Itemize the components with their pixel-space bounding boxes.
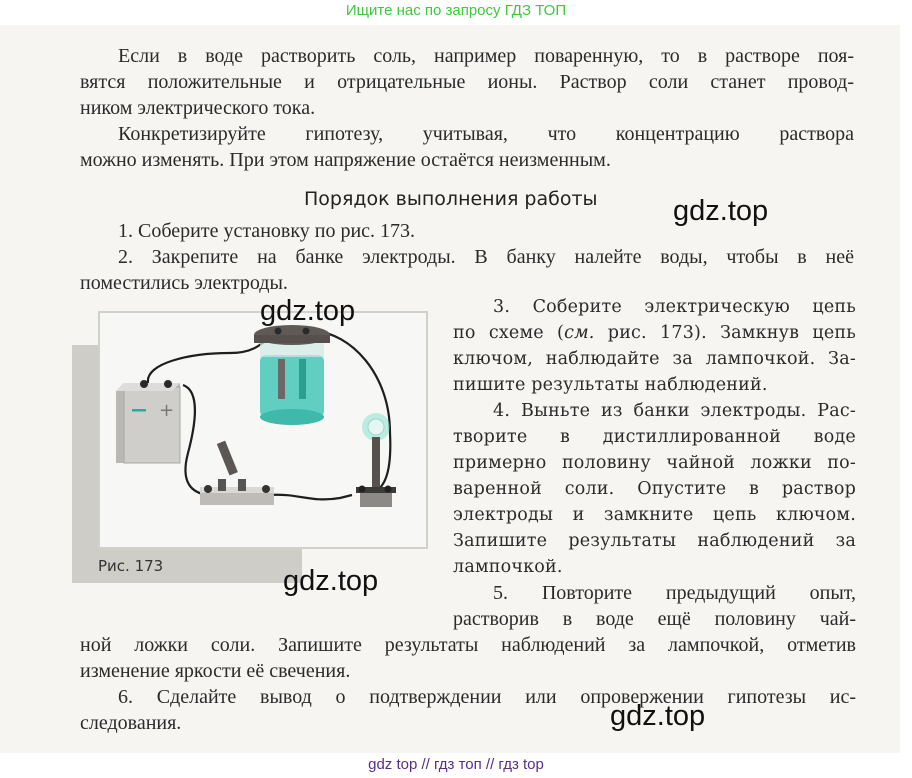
step-5-line: 5. Повторите предыдущий опыт, <box>493 582 856 604</box>
step-1: 1. Соберите установку по рис. 173. <box>118 220 416 242</box>
top-banner: Ищите нас по запросу ГДЗ ТОП <box>345 2 567 19</box>
circuit-illustration <box>100 313 426 547</box>
figure-173 <box>98 311 428 549</box>
step-2-line: 2. Закрепите на банке электроды. В банку налейте воды, чтобы в неё <box>118 246 854 268</box>
section-heading: Порядок выполнения работы <box>304 188 598 210</box>
intro-line: Конкретизируйте гипотезу, учитывая, что концентрацию раствора <box>118 123 854 145</box>
step-4-line: Запишите результаты наблюдений за <box>453 531 856 551</box>
key-switch-icon <box>200 441 274 505</box>
bottom-banner: gdz top // гдз топ // гдз top <box>368 756 544 773</box>
step-3-line: ключом, наблюдайте за лампочкой. За- <box>453 349 856 369</box>
step-5-line: растворив в воде ещё половину чай- <box>453 608 856 630</box>
step-3-line: по схеме (см. рис. 173). Замкнув цепь <box>453 323 856 343</box>
step-4-line: лампочкой. <box>453 557 563 577</box>
step-3-line: пишите результаты наблюдений. <box>453 375 768 395</box>
watermark: gdz.top <box>673 195 769 227</box>
svg-text:+: + <box>159 400 175 421</box>
wire <box>183 385 208 495</box>
step-4-line: примерно половину чайной ложки по- <box>453 453 856 473</box>
step-4-line: электроды и замкните цепь ключом. <box>453 505 856 525</box>
step-5-line: изменение яркости её свечения. <box>80 660 351 682</box>
step-3-line: 3. Соберите электрическую цепь <box>493 297 856 317</box>
intro-line: можно изменять. При этом напряжение остаётся неизменным. <box>80 149 611 171</box>
watermark: gdz.top <box>260 295 356 327</box>
step-6-line: 6. Сделайте вывод о подтверждении или опровержении гипотезы ис- <box>118 686 856 708</box>
step-4-line: варенной соли. Опустите в раствор <box>453 479 856 499</box>
step-6-line: следования. <box>80 712 182 734</box>
watermark: gdz.top <box>610 700 706 732</box>
step-2-line: поместились электроды. <box>80 272 288 294</box>
step-5-line: ной ложки соли. Запишите результаты наблюдений за лампочкой, отметив <box>80 634 856 656</box>
intro-line: ником электрического тока. <box>80 97 316 119</box>
battery-icon <box>116 380 180 463</box>
step-4-line: 4. Выньте из банки электроды. Рас- <box>493 401 856 421</box>
watermark: gdz.top <box>283 565 379 597</box>
figure-caption: Рис. 173 <box>98 557 164 575</box>
intro-line: Если в воде растворить соль, например поваренную, то в растворе поя- <box>118 45 854 67</box>
intro-line: вятся положительные и отрицательные ионы. Раствор соли станет провод- <box>80 71 854 93</box>
electrolysis-jar-icon <box>254 325 330 425</box>
step-4-line: творите в дистиллированной воде <box>453 427 856 447</box>
wire <box>268 495 352 500</box>
